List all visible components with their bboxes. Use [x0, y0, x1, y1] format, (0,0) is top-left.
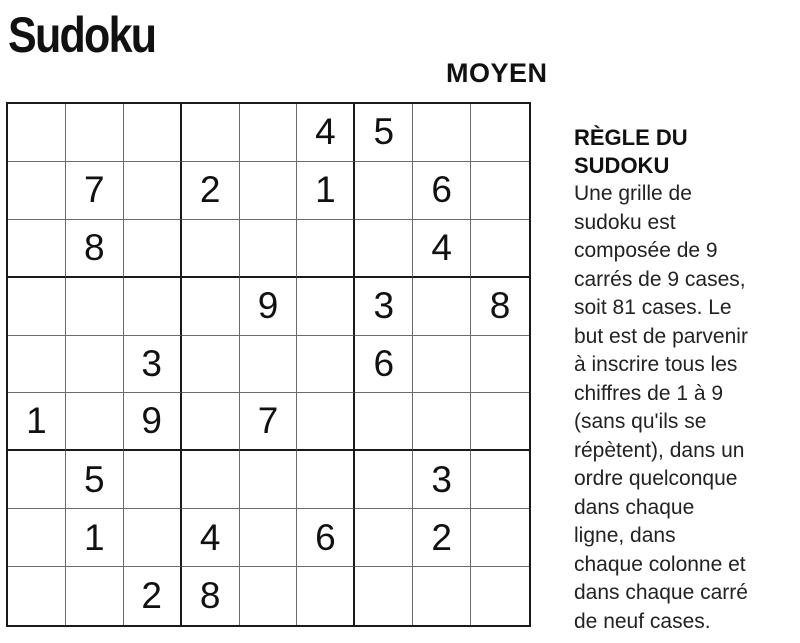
sudoku-cell-empty[interactable]	[8, 451, 66, 509]
sudoku-cell-empty[interactable]	[66, 567, 124, 625]
sudoku-cell-given: 3	[355, 278, 413, 336]
sudoku-cell-given: 8	[471, 278, 529, 336]
difficulty-label: MOYEN	[446, 58, 548, 88]
rules-text-line: de neuf cases.	[574, 609, 711, 633]
sudoku-cell-empty[interactable]	[355, 162, 413, 220]
sudoku-cell-empty[interactable]	[8, 567, 66, 625]
sudoku-cell-given: 6	[413, 162, 471, 220]
sudoku-cell-empty[interactable]	[66, 278, 124, 336]
sudoku-cell-empty[interactable]	[240, 509, 298, 567]
sudoku-cell-empty[interactable]	[124, 278, 182, 336]
rules-text-line: répètent), dans un	[574, 438, 745, 462]
sudoku-cell-given: 4	[297, 104, 355, 162]
sudoku-cell-given: 3	[124, 336, 182, 394]
rules-text-line: chaque colonne et	[574, 552, 746, 576]
sudoku-cell-empty[interactable]	[182, 278, 240, 336]
sudoku-cell-empty[interactable]	[297, 567, 355, 625]
sudoku-cell-empty[interactable]	[240, 162, 298, 220]
rules-panel	[574, 124, 794, 636]
sudoku-cell-empty[interactable]	[124, 104, 182, 162]
sudoku-cell-empty[interactable]	[124, 220, 182, 278]
sudoku-cell-empty[interactable]	[8, 278, 66, 336]
sudoku-cell-empty[interactable]	[471, 104, 529, 162]
sudoku-cell-empty[interactable]	[297, 336, 355, 394]
sudoku-cell-empty[interactable]	[297, 393, 355, 451]
sudoku-cell-given: 1	[66, 509, 124, 567]
sudoku-cell-empty[interactable]	[182, 220, 240, 278]
sudoku-cell-given: 7	[66, 162, 124, 220]
sudoku-cell-given: 1	[8, 393, 66, 451]
sudoku-grid	[6, 102, 531, 627]
sudoku-cell-empty[interactable]	[8, 220, 66, 278]
rules-text-line: soit 81 cases. Le	[574, 296, 732, 319]
page-title: Sudoku	[8, 7, 156, 63]
sudoku-cell-empty[interactable]	[66, 104, 124, 162]
sudoku-cell-given: 2	[413, 509, 471, 567]
rules-title-line: RÈGLE DU	[574, 125, 688, 150]
sudoku-cell-given: 8	[182, 567, 240, 625]
sudoku-cell-empty[interactable]	[240, 220, 298, 278]
sudoku-cell-empty[interactable]	[355, 393, 413, 451]
sudoku-cell-given: 5	[355, 104, 413, 162]
sudoku-cell-empty[interactable]	[182, 451, 240, 509]
sudoku-cell-empty[interactable]	[182, 104, 240, 162]
sudoku-cell-empty[interactable]	[413, 104, 471, 162]
sudoku-cell-empty[interactable]	[471, 393, 529, 451]
sudoku-cell-empty[interactable]	[471, 220, 529, 278]
sudoku-cell-empty[interactable]	[471, 336, 529, 394]
sudoku-cell-given: 9	[124, 393, 182, 451]
rules-text-line: Une grille de	[574, 182, 692, 205]
rules-text-line: dans chaque	[574, 495, 695, 519]
sudoku-cell-given: 6	[297, 509, 355, 567]
sudoku-cell-empty[interactable]	[471, 451, 529, 509]
sudoku-cell-empty[interactable]	[413, 393, 471, 451]
rules-text-line: but est de parvenir	[574, 324, 748, 348]
rules-text-line: carrés de 9 cases,	[574, 267, 746, 291]
sudoku-cell-given: 1	[297, 162, 355, 220]
sudoku-cell-empty[interactable]	[124, 509, 182, 567]
sudoku-cell-given: 2	[182, 162, 240, 220]
sudoku-cell-given: 5	[66, 451, 124, 509]
sudoku-cell-empty[interactable]	[8, 509, 66, 567]
rules-text-line: chiffres de 1 à 9	[574, 381, 724, 405]
sudoku-cell-empty[interactable]	[66, 393, 124, 451]
sudoku-cell-given: 2	[124, 567, 182, 625]
sudoku-cell-empty[interactable]	[413, 278, 471, 336]
rules-title-line: SUDOKU	[574, 153, 670, 178]
rules-text-line: ligne, dans	[574, 524, 676, 547]
sudoku-cell-empty[interactable]	[471, 567, 529, 625]
rules-text	[574, 180, 794, 636]
rules-text-line: composée de 9	[574, 239, 718, 262]
sudoku-cell-empty[interactable]	[8, 336, 66, 394]
sudoku-cell-empty[interactable]	[471, 162, 529, 220]
sudoku-cell-empty[interactable]	[182, 336, 240, 394]
sudoku-cell-empty[interactable]	[240, 567, 298, 625]
rules-text-line: dans chaque carré	[574, 581, 748, 604]
sudoku-cell-given: 8	[66, 220, 124, 278]
rules-text-line: à inscrire tous les	[574, 353, 738, 376]
sudoku-cell-given: 9	[240, 278, 298, 336]
sudoku-cell-empty[interactable]	[471, 509, 529, 567]
sudoku-cell-empty[interactable]	[124, 451, 182, 509]
rules-text-line: ordre quelconque	[574, 467, 738, 490]
rules-text-line: (sans qu'ils se	[574, 410, 707, 433]
sudoku-cell-empty[interactable]	[355, 220, 413, 278]
sudoku-cell-empty[interactable]	[182, 393, 240, 451]
sudoku-cell-empty[interactable]	[8, 104, 66, 162]
rules-text-line: sudoku est	[574, 210, 676, 234]
rules-title	[574, 124, 794, 180]
sudoku-cell-empty[interactable]	[124, 162, 182, 220]
sudoku-cell-empty[interactable]	[355, 451, 413, 509]
sudoku-cell-given: 4	[413, 220, 471, 278]
sudoku-cell-empty[interactable]	[66, 336, 124, 394]
sudoku-cell-given: 7	[240, 393, 298, 451]
sudoku-cell-empty[interactable]	[297, 278, 355, 336]
sudoku-cell-empty[interactable]	[355, 509, 413, 567]
sudoku-cell-given: 3	[413, 451, 471, 509]
sudoku-cell-given: 4	[182, 509, 240, 567]
sudoku-cell-given: 6	[355, 336, 413, 394]
sudoku-cell-empty[interactable]	[413, 567, 471, 625]
sudoku-cell-empty[interactable]	[240, 104, 298, 162]
sudoku-cell-empty[interactable]	[240, 336, 298, 394]
sudoku-cell-empty[interactable]	[297, 220, 355, 278]
sudoku-cell-empty[interactable]	[297, 451, 355, 509]
sudoku-cell-empty[interactable]	[8, 162, 66, 220]
sudoku-cell-empty[interactable]	[413, 336, 471, 394]
sudoku-cell-empty[interactable]	[240, 451, 298, 509]
sudoku-cell-empty[interactable]	[355, 567, 413, 625]
